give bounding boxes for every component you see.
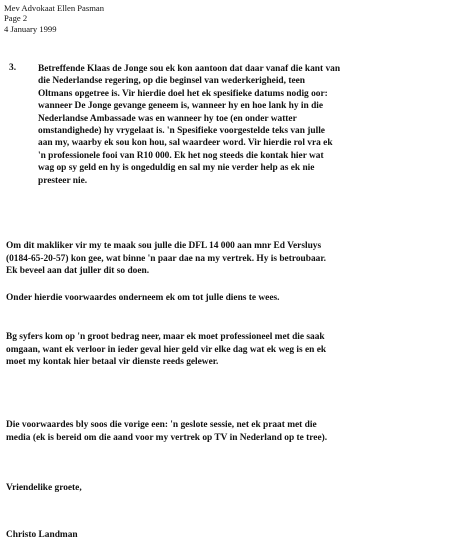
paragraph-line: moet my kontak hier betaal vir dienste reeds gelewer. [6,357,219,368]
paragraph-line: Nederlandse Ambassade was en wanneer hy toe (en onder watter [38,113,297,124]
terms-paragraph [6,419,446,444]
paragraph-line: Die voorwaardes bly soos die vorige een: 'n geslote sessie, net ek praat met die [6,420,317,430]
recipient-line: Mev Advokaat Ellen Pasman [4,3,105,13]
signature-name: Christo Landman [6,530,78,540]
paragraph-line: Oltmans opgetree is. Vir hierdie doel het ek spesifieke datums nodig oor: [38,88,328,99]
paragraph-line: 'n professionele fooi van R10 000. Ek het nog steeds die kontak hier wat [38,150,324,161]
paragraph-line: wanneer De Jonge gevange geneem is, wanneer hy en hoe lank hy in die [38,101,324,112]
paragraph-line: omstandighede) hy vrygelaat is. 'n Spesifieke voorgestelde teks van julle [38,126,325,137]
paragraph-line: Ek beveel aan dat juller dit so doen. [6,266,150,277]
letter-date: 4 January 1999 [4,23,57,34]
page-number: Page 2 [4,13,28,24]
paragraph-line: presteer nie. [38,175,88,186]
figures-paragraph [6,331,446,369]
closing-salutation: Vriendelike groete, [6,483,82,493]
paragraph-line: Onder hierdie voorwaardes onderneem ek om tot julle diens te wees. [6,293,280,303]
conditions-paragraph [6,292,446,305]
paragraph-line: wag op sy geld en hy is ongeduldig en sal my nie verder help as ek nie [38,163,315,174]
paragraph-line: die Nederlandse regering, op die beginsel van wederkerigheid, teen [38,76,305,87]
paragraph-line: media (ek is bereid om die aand voor my vertrek op TV in Nederland op te tree). [6,432,328,443]
payment-paragraph [6,240,446,278]
paragraph-line: Bg syfers kom op 'n groot bedrag neer, maar ek moet professioneel met die saak [6,332,325,342]
section-number: 3. [9,63,17,73]
paragraph-line: aan my, waarby ek sou kon hou, sal waardeer word. Vir hierdie rol vra ek [38,138,333,149]
paragraph-line: (0184-65-20-57) kon gee, wat binne 'n paar dae na my vertrek. Hy is betroubaar. [6,253,326,264]
paragraph-line: Om dit makliker vir my te maak sou julle die DFL 14 000 aan mnr Ed Versluys [6,241,322,251]
paragraph-line: Betreffende Klaas de Jonge sou ek kon aantoon dat daar vanaf die kant van [38,64,341,74]
section-3-paragraph [38,63,446,187]
paragraph-line: omgaan, want ek verloor in ieder geval hier geld vir elke dag wat ek weg is en ek [6,344,327,355]
letter-header [4,3,104,34]
